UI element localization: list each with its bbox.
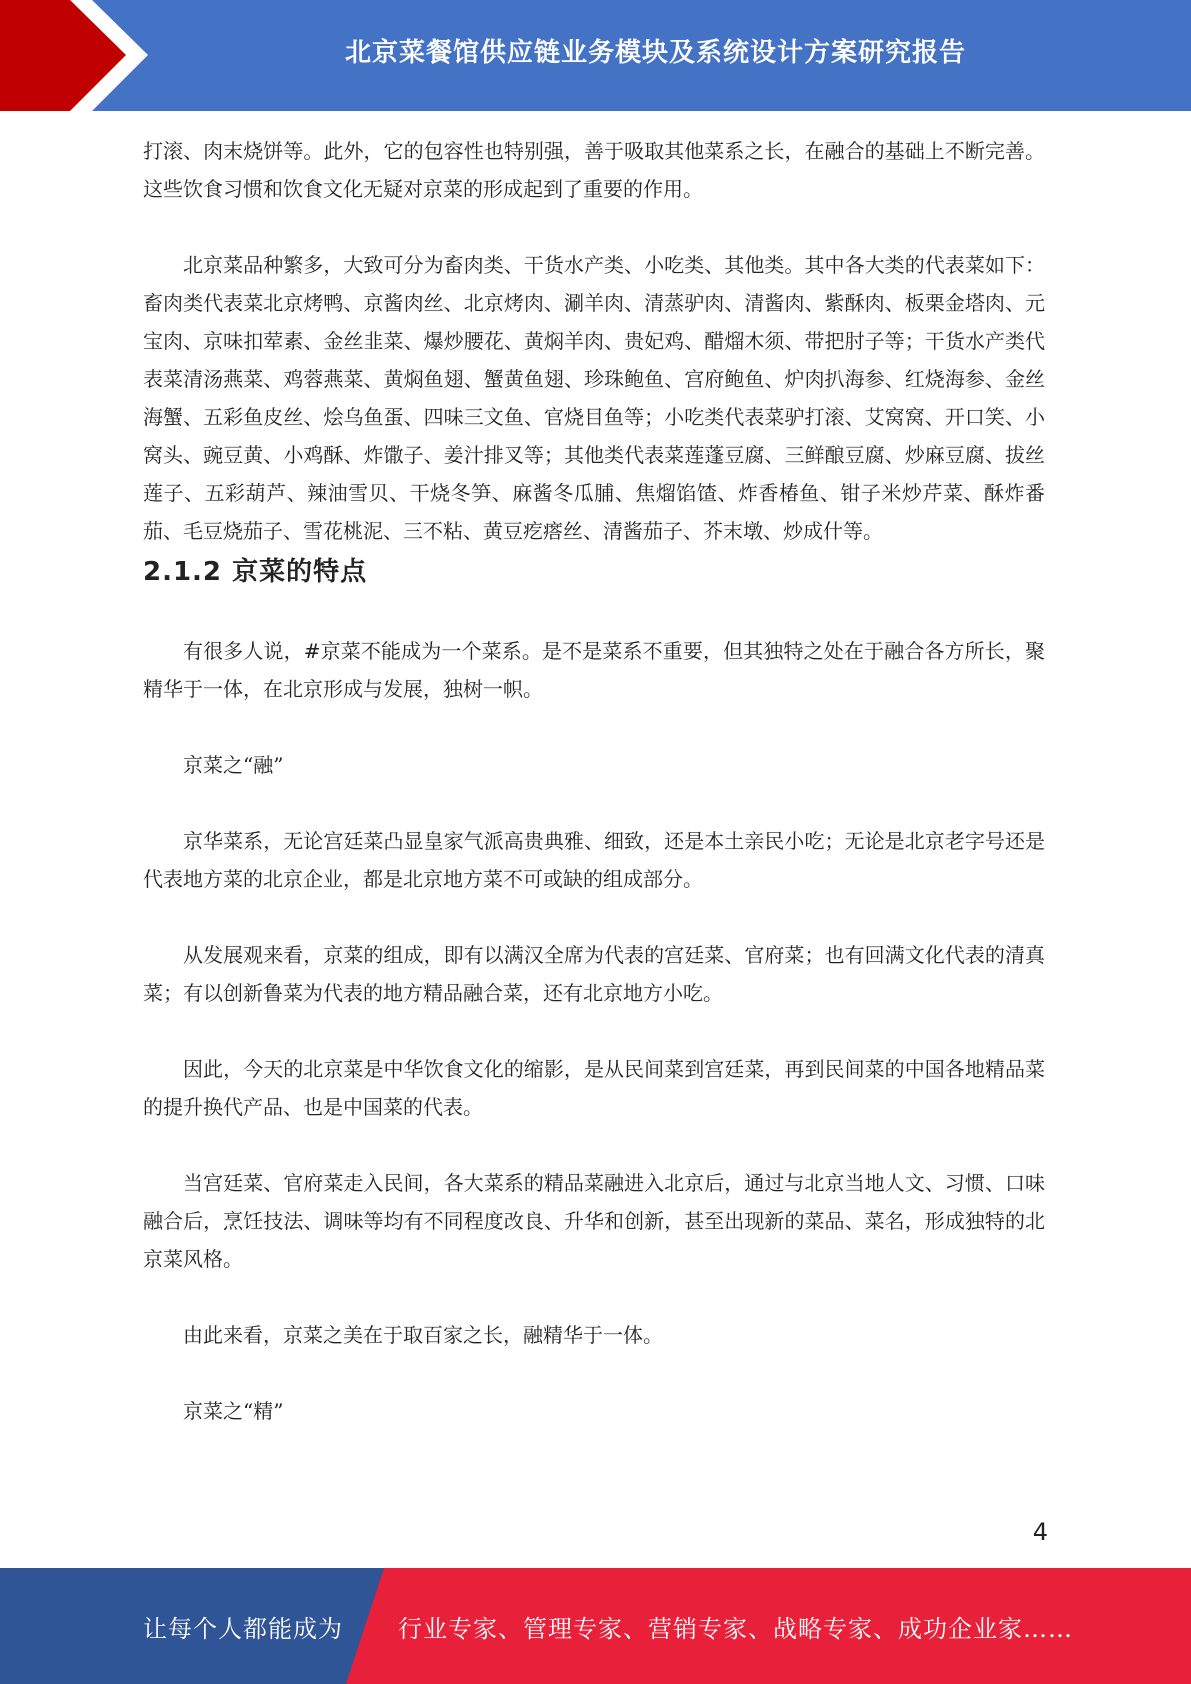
paragraph: 因此，今天的北京菜是中华饮食文化的缩影，是从民间菜到宫廷菜，再到民间菜的中国各地精品菜的提升换代产品、也是中国菜的代表。: [143, 1057, 1045, 1119]
paragraph: 从发展观来看，京菜的组成，即有以满汉全席为代表的宫廷菜、官府菜；也有回满文化代表的清真菜；有以创新鲁菜为代表的地方精品融合菜，还有北京地方小吃。: [143, 943, 1045, 1005]
section-heading: 2.1.2 京菜的特点: [143, 557, 368, 587]
paragraph: 由此来看，京菜之美在于取百家之长，融精华于一体。: [183, 1323, 663, 1347]
footer-slogan-right: 行业专家、管理专家、营销专家、战略专家、成功企业家……: [398, 1614, 1073, 1643]
paragraph: 当宫廷菜、官府菜走入民间，各大菜系的精品菜融进入北京后，通过与北京当地人文、习惯、口味融合后，烹饪技法、调味等均有不同程度改良、升华和创新，甚至出现新的菜品、菜名，形成独特的北京菜风格。: [143, 1171, 1045, 1271]
footer-slogan-left: 让每个人都能成为: [143, 1614, 343, 1643]
subheading-paragraph: 京菜之“精”: [183, 1399, 284, 1423]
paragraph: 有很多人说，#京菜不能成为一个菜系。是不是菜系不重要，但其独特之处在于融合各方所长，聚精华于一体，在北京形成与发展，独树一帜。: [143, 639, 1045, 701]
paragraph: 京华菜系，无论宫廷菜凸显皇家气派高贵典雅、细致，还是本土亲民小吃；无论是北京老字号还是代表地方菜的北京企业，都是北京地方菜不可或缺的组成部分。: [143, 829, 1045, 891]
document-body: [143, 132, 1045, 1430]
page-header: [0, 0, 1191, 111]
header-title: 北京菜餐馆供应链业务模块及系统设计方案研究报告: [344, 37, 966, 68]
paragraph: 北京菜品种繁多，大致可分为畜肉类、干货水产类、小吃类、其他类。其中各大类的代表菜如下：畜肉类代表菜北京烤鸭、京酱肉丝、北京烤肉、涮羊肉、清蒸驴肉、清酱肉、紫酥肉、板栗金塔肉、元宝肉、京味扣荤素、金丝韭菜、爆炒腰花、黄焖羊肉、贵妃鸡、醋熘木须、带把肘子等；干货水产类代表菜清汤燕菜、鸡蓉燕菜、黄焖鱼翅、蟹黄鱼翅、珍珠鲍鱼、宫府鲍鱼、炉肉扒海参、红烧海参、金丝海蟹、五彩鱼皮丝、烩乌鱼蛋、四味三文鱼、官烧目鱼等；小吃类代表菜驴打滚、艾窝窝、开口笑、小窝头、豌豆黄、小鸡酥、炸馓子、姜汁排叉等；其他类代表菜莲蓬豆腐、三鲜酿豆腐、炒麻豆腐、拔丝莲子、五彩葫芦、辣油雪贝、干烧冬笋、麻酱冬瓜脯、焦熘馅馇、炸香椿鱼、钳子米炒芹菜、酥炸番茄、毛豆烧茄子、雪花桃泥、三不粘、黄豆疙瘩丝、清酱茄子、芥末墩、炒成什等。: [143, 253, 1045, 543]
subheading-paragraph: 京菜之“融”: [183, 753, 284, 777]
page-number: 4: [1032, 1518, 1048, 1546]
page-footer: [0, 1568, 1191, 1684]
paragraph: 打滚、肉末烧饼等。此外，它的包容性也特别强，善于吸取其他菜系之长，在融合的基础上不断完善。这些饮食习惯和饮食文化无疑对京菜的形成起到了重要的作用。: [143, 139, 1045, 201]
